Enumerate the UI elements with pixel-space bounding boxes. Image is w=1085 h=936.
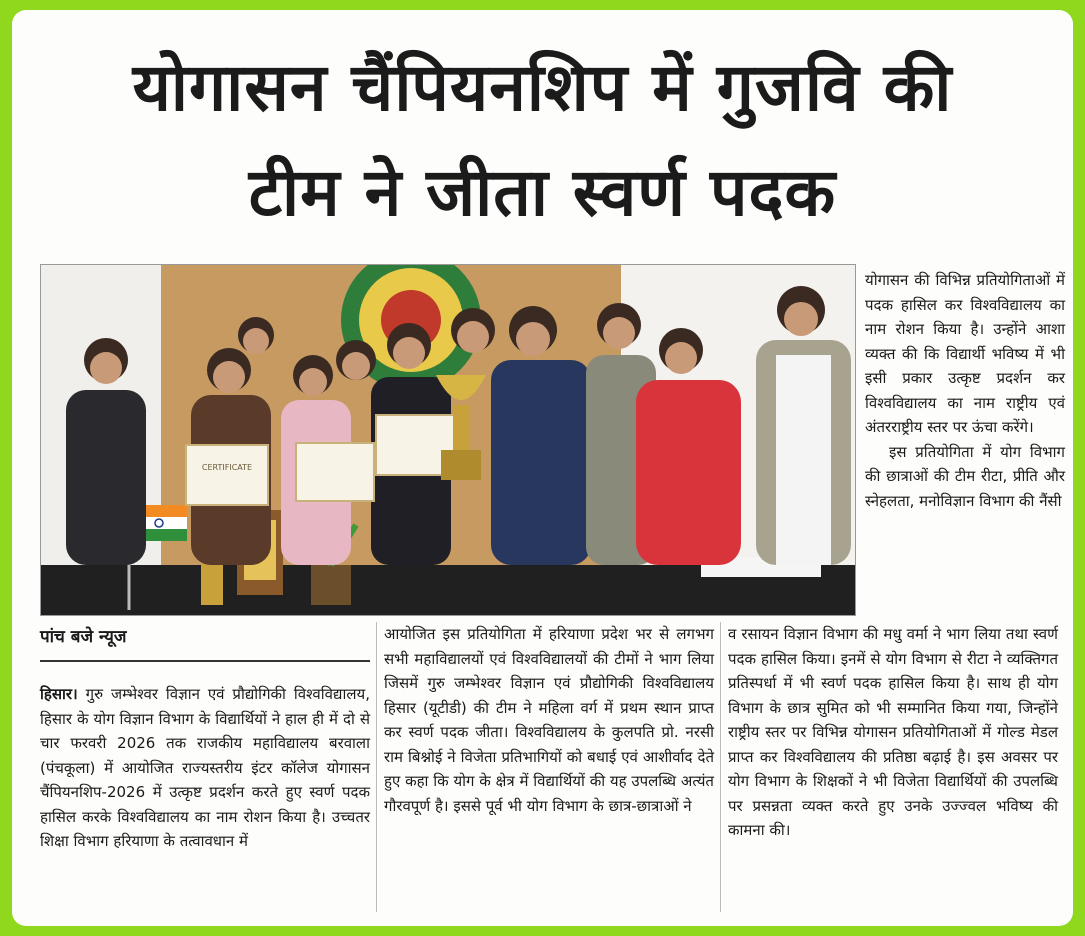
- article-column-1: [40, 682, 370, 854]
- photo-illustration: [41, 265, 855, 615]
- column-2-text: आयोजित इस प्रतियोगिता में हरियाणा प्रदेश भर से लगभग सभी महाविद्यालयों एवं विश्वविद्यालयों की टीमों ने भाग लिया जिसमें गुरु जम्भेश्वर विज्ञान एवं प्रौद्योगिकी विश्वविद्यालय हिसार (यूटीडी) की टीम ने महिला वर्ग में प्रथम स्थान प्राप्त कर स्वर्ण पदक जीता। विश्वविद्यालय के कुलपति प्रो. नरसी राम बिश्नोई ने विजेता प्रतिभागियों को बधाई एवं आशीर्वाद देते हुए कहा कि योग के क्षेत्र में विद्यार्थियों की यह उपलब्धि अत्यंत गौरवपूर्ण है। इससे पूर्व भी योग विभाग के छात्र-छात्राओं ने: [384, 625, 714, 815]
- right-paragraph-2: इस प्रतियोगिता में योग विभाग की छात्राओं की टीम रीटा, प्रीति और स्नेहलता, मनोविज्ञान विभाग की नैंसी: [865, 442, 1065, 510]
- newspaper-clipping: [12, 10, 1073, 926]
- right-paragraph-1: योगासन की विभिन्न प्रतियोगिताओं में पदक हासिल कर विश्वविद्यालय का नाम रोशन किया है। उन्होंने आशा व्यक्त की कि विद्यार्थी भविष्य में भी इसी प्रकार उत्कृष्ट प्रदर्शन कर विश्वविद्यालय का नाम राष्ट्रीय एवं अंतरराष्ट्रीय स्तर पर ऊंचा करेंगे।: [865, 271, 1065, 436]
- column-divider: [376, 622, 377, 912]
- dateline: हिसार।: [40, 685, 78, 703]
- column-3-text: व रसायन विज्ञान विभाग की मधु वर्मा ने भाग लिया तथा स्वर्ण पदक हासिल किया। इनमें से योग विभाग से रीटा ने व्यक्तिगत प्रतिस्पर्धा में भी स्वर्ण पदक हासिल किया है। साथ ही योग विभाग के छात्र सुमित को भी सम्मानित किया गया, जिन्होंने राष्ट्रीय स्तर पर विभिन्न योगासन प्रतियोगिताओं में गोल्ड मेडल प्राप्त कर विश्वविद्यालय की प्रतिष्ठा बढ़ाई है। इस अवसर पर योग विभाग के शिक्षकों ने भी विजेता विद्यार्थियों की उपलब्धि पर प्रसन्नता व्यक्त करते हुए उनके उज्ज्वल भविष्य की कामना की।: [728, 625, 1058, 839]
- group-photo: [40, 264, 856, 616]
- article-column-2: [384, 622, 714, 818]
- column-divider: [720, 622, 721, 912]
- headline-line-2: टीम ने जीता स्वर्ण पदक: [248, 154, 837, 231]
- byline: पांच बजे न्यूज: [40, 627, 127, 647]
- right-column-top: [865, 268, 1065, 513]
- column-1-text: गुरु जम्भेश्वर विज्ञान एवं प्रौद्योगिकी विश्वविद्यालय, हिसार के योग विज्ञान विभाग के विद्यार्थियों ने हाल ही में दो से चार फरवरी 2026 तक राजकीय महाविद्यालय बरवाला (पंचकूला) में आयोजित राज्यस्तरीय इंटर कॉलेज योगासन चैंपियनशिप-2026 में उत्कृष्ट प्रदर्शन करते हुए स्वर्ण पदक हासिल करके विश्वविद्यालय का नाम रोशन किया है। उच्चतर शिक्षा विभाग हरियाणा के तत्वावधान में: [40, 685, 370, 850]
- article-column-3: [728, 622, 1058, 843]
- byline-divider: [40, 660, 370, 662]
- headline-line-1: योगासन चैंपियनशिप में गुजवि की: [132, 49, 953, 126]
- certificate-label: CERTIFICATE: [201, 463, 253, 472]
